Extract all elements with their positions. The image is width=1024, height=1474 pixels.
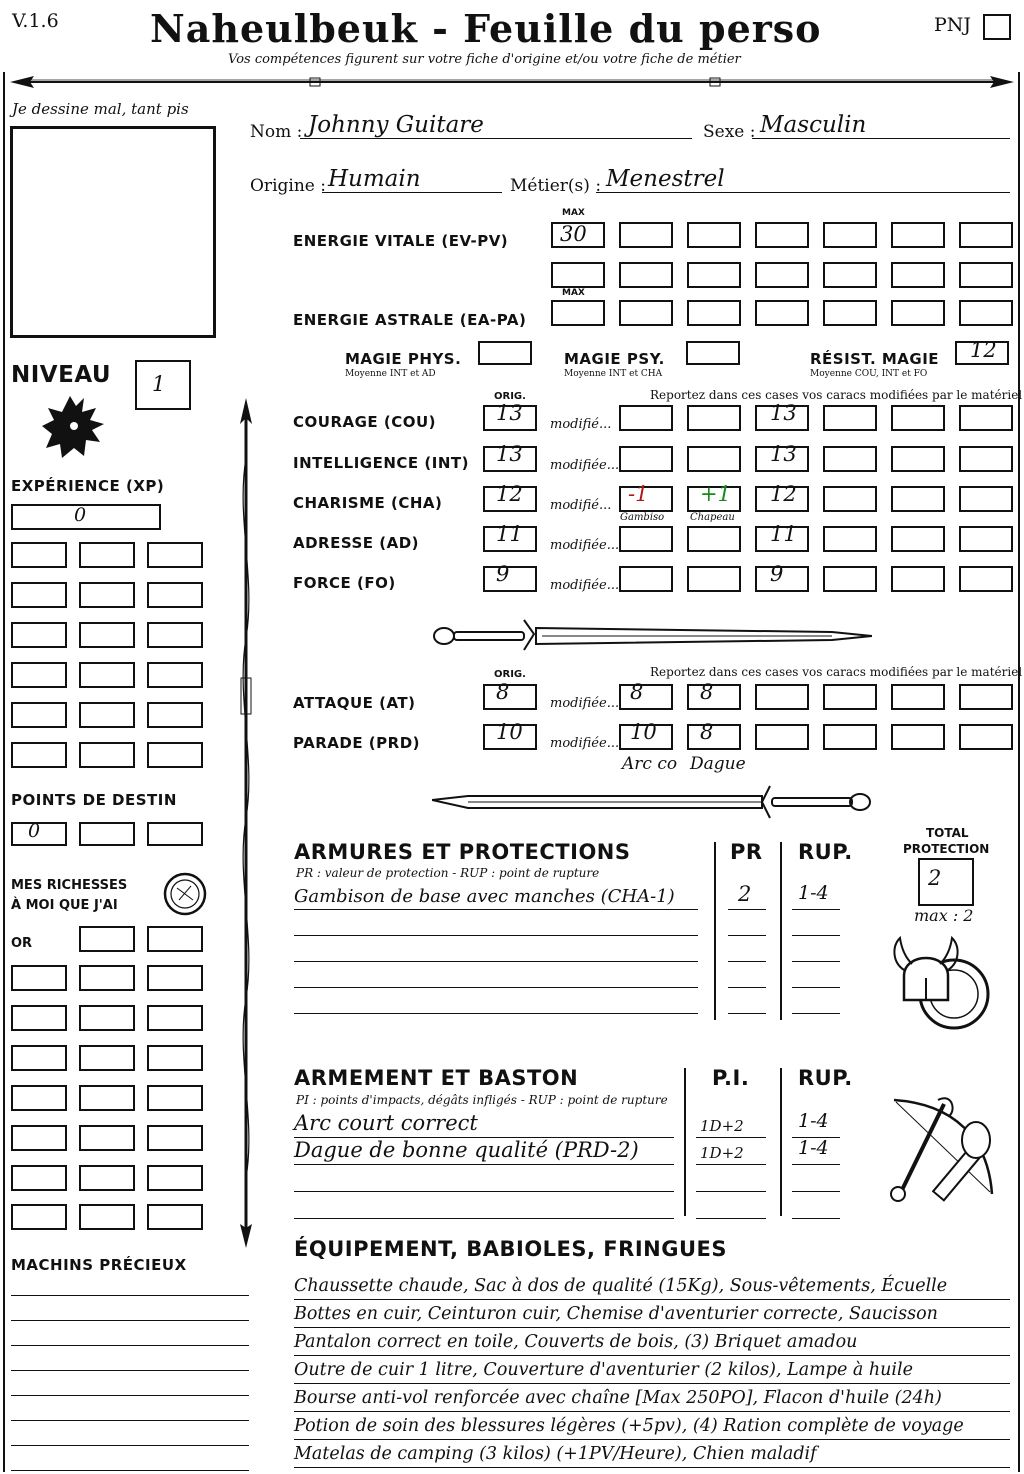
destin-value: 0 — [28, 820, 41, 842]
armor-item-name: Gambison de base avec manches (CHA-1) — [294, 886, 675, 907]
magie-psy-box[interactable] — [686, 341, 740, 365]
armor-separator-2 — [780, 842, 782, 1020]
stat-total-value-0: 13 — [770, 401, 797, 425]
xp-grid-box-3-1[interactable] — [79, 662, 135, 688]
dragon-icon — [40, 392, 106, 462]
richesses-label-2: À MOI QUE J'AI — [11, 898, 118, 913]
weapons-rup-label: RUP. — [798, 1066, 853, 1090]
at-m1-note: Arc co — [622, 754, 678, 774]
stat-total-value-2: 12 — [770, 482, 797, 506]
money-box-3-2[interactable] — [147, 1045, 203, 1071]
weapon-rup-line-3[interactable] — [792, 1192, 840, 1219]
armor-item-pr: 2 — [738, 882, 752, 906]
combat-mod-box-0-5[interactable] — [959, 684, 1013, 710]
armor-line-1[interactable] — [294, 910, 698, 936]
money-box-2-0[interactable] — [11, 1005, 67, 1031]
stat-modifie-4: modifiée... — [550, 578, 620, 593]
ea-box-1[interactable] — [619, 300, 673, 326]
total-label-2: PROTECTION — [903, 842, 990, 856]
xp-grid-box-4-2[interactable] — [147, 702, 203, 728]
ev-label: ENERGIE VITALE (EV-PV) — [293, 232, 509, 250]
total-protection-box[interactable] — [918, 858, 974, 906]
stat-m1-value-2: -1 — [628, 482, 649, 506]
combat-orig-label: ORIG. — [494, 669, 526, 680]
xp-label: EXPÉRIENCE (XP) — [11, 477, 165, 495]
stat-mod-box-4-0[interactable] — [619, 566, 673, 592]
sexe-value: Masculin — [760, 112, 867, 138]
stat-mod-box-2-4[interactable] — [891, 486, 945, 512]
stat-mod-box-3-4[interactable] — [891, 526, 945, 552]
xp-value: 0 — [74, 504, 87, 526]
money-box-6-2[interactable] — [147, 1165, 203, 1191]
ea-box-4[interactable] — [823, 300, 877, 326]
combat-orig-value-0: 8 — [496, 680, 510, 704]
weapons-note: PI : points d'impacts, dégâts infligés - RUP : point de rupture — [296, 1093, 668, 1107]
total-protection-max: max : 2 — [914, 906, 974, 925]
magie-psy-label: MAGIE PSY. — [564, 350, 665, 368]
armor-rup-line-1[interactable] — [792, 910, 840, 936]
xp-grid-box-3-2[interactable] — [147, 662, 203, 688]
stat-modifie-2: modifié... — [550, 498, 612, 513]
weapons-pi-label: P.I. — [712, 1066, 750, 1090]
combat-mod-box-0-3[interactable] — [823, 684, 877, 710]
helmet-shield-icon — [890, 930, 998, 1036]
stat-orig-value-4: 9 — [496, 562, 510, 586]
armor-line-2[interactable] — [294, 936, 698, 962]
ev-box-0-4[interactable] — [823, 222, 877, 248]
stat-mod-box-1-4[interactable] — [891, 446, 945, 472]
total-label-1: TOTAL — [926, 826, 969, 840]
stat-mod-box-3-0[interactable] — [619, 526, 673, 552]
xp-grid-box-0-2[interactable] — [147, 542, 203, 568]
stat-label-1: INTELLIGENCE (INT) — [293, 454, 469, 472]
stat-mod-box-0-3[interactable] — [823, 405, 877, 431]
xp-grid-box-1-1[interactable] — [79, 582, 135, 608]
ev-box-0-3[interactable] — [755, 222, 809, 248]
stat-orig-value-2: 12 — [496, 482, 523, 506]
weapon-line-2[interactable] — [294, 1165, 674, 1192]
ev-box-0-2[interactable] — [687, 222, 741, 248]
combat-modifie-0: modifiée... — [550, 696, 620, 711]
ev-max-label: MAX — [562, 208, 585, 218]
stat-label-3: ADRESSE (AD) — [293, 534, 420, 552]
spear-divider-icon — [10, 74, 1014, 90]
at-m2-note: Dague — [690, 754, 746, 774]
magie-psy-note: Moyenne INT et CHA — [564, 369, 663, 379]
precious-line-2[interactable] — [11, 1322, 249, 1346]
ea-box-6[interactable] — [959, 300, 1013, 326]
ev-max-value: 30 — [560, 222, 587, 246]
combat-mod-box-0-2[interactable] — [755, 684, 809, 710]
money-box-4-2[interactable] — [147, 1085, 203, 1111]
sword-icon-2 — [432, 782, 872, 822]
stat-mod-box-3-3[interactable] — [823, 526, 877, 552]
combat-m1-value-0: 8 — [630, 680, 644, 704]
metier-value: Menestrel — [606, 166, 725, 192]
money-box-5-1[interactable] — [79, 1125, 135, 1151]
precious-line-4[interactable] — [11, 1372, 249, 1396]
origine-label: Origine : — [250, 176, 326, 196]
weapon-item-pi: 1D+2 — [700, 1117, 744, 1135]
money-box-4-0[interactable] — [11, 1085, 67, 1111]
equipment-line[interactable]: Potion de soin des blessures légères (+5pv), (4) Ration complète de voyage — [294, 1414, 1010, 1440]
money-box-1-2[interactable] — [147, 965, 203, 991]
armor-pr-line-1[interactable] — [728, 910, 766, 936]
money-box-7-0[interactable] — [11, 1204, 67, 1230]
stat-modifie-0: modifié... — [550, 417, 612, 432]
coin-icon — [163, 872, 207, 916]
destin-box-2[interactable] — [79, 822, 135, 846]
stat-m1-note-2: Gambiso — [620, 512, 665, 523]
metier-label: Métier(s) : — [510, 176, 602, 196]
stat-mod-box-4-5[interactable] — [959, 566, 1013, 592]
armor-rup-line-4[interactable] — [792, 988, 840, 1014]
stat-mod-box-0-5[interactable] — [959, 405, 1013, 431]
combat-label-1: PARADE (PRD) — [293, 734, 421, 752]
armor-note: PR : valeur de protection - RUP : point de rupture — [296, 866, 600, 880]
stat-m2-note-2: Chapeau — [690, 512, 735, 523]
combat-orig-box-0[interactable] — [483, 684, 537, 710]
stat-mod-box-2-3[interactable] — [823, 486, 877, 512]
money-box-0-2[interactable] — [147, 926, 203, 952]
xp-grid-box-3-0[interactable] — [11, 662, 67, 688]
armor-heading: ARMURES ET PROTECTIONS — [294, 840, 631, 864]
equipment-line[interactable]: Matelas de camping (3 kilos) (+1PV/Heure), Chien maladif — [294, 1442, 1010, 1468]
ev-box-1-1[interactable] — [619, 262, 673, 288]
money-box-3-1[interactable] — [79, 1045, 135, 1071]
resist-magie-note: Moyenne COU, INT et FO — [810, 369, 928, 379]
money-box-7-1[interactable] — [79, 1204, 135, 1230]
stat-orig-value-1: 13 — [496, 442, 523, 466]
armor-pr-line-2[interactable] — [728, 936, 766, 962]
armor-pr-label: PR — [730, 840, 763, 864]
money-box-2-1[interactable] — [79, 1005, 135, 1031]
precious-line-6[interactable] — [11, 1422, 249, 1446]
stat-mod-box-1-1[interactable] — [687, 446, 741, 472]
ev-box-0-6[interactable] — [959, 222, 1013, 248]
weapon-item-rup: 1-4 — [798, 1137, 829, 1159]
money-box-6-1[interactable] — [79, 1165, 135, 1191]
armor-rup-line-3[interactable] — [792, 962, 840, 988]
stat-mod-box-4-4[interactable] — [891, 566, 945, 592]
xp-grid-box-4-0[interactable] — [11, 702, 67, 728]
combat-m2-value-0: 8 — [700, 680, 714, 704]
precious-line-5[interactable] — [11, 1397, 249, 1421]
orig-label: ORIG. — [494, 391, 526, 402]
ev-box-1-2[interactable] — [687, 262, 741, 288]
weapon-line-3[interactable] — [294, 1192, 674, 1219]
richesses-label-1: MES RICHESSES — [11, 878, 128, 893]
armor-pr-line-4[interactable] — [728, 988, 766, 1014]
weapon-item-name: Arc court correct — [294, 1111, 478, 1135]
ea-box-5[interactable] — [891, 300, 945, 326]
stat-mod-box-1-0[interactable] — [619, 446, 673, 472]
pnj-label: PNJ — [934, 14, 972, 36]
precious-line-3[interactable] — [11, 1347, 249, 1371]
money-box-1-0[interactable] — [11, 965, 67, 991]
money-box-7-2[interactable] — [147, 1204, 203, 1230]
combat-mod-box-1-2[interactable] — [755, 724, 809, 750]
combat-orig-value-1: 10 — [496, 720, 523, 744]
equipment-line[interactable]: Bourse anti-vol renforcée avec chaîne [Max 250PO], Flacon d'huile (24h) — [294, 1386, 1010, 1412]
stat-mod-box-4-1[interactable] — [687, 566, 741, 592]
pnj-checkbox[interactable] — [983, 14, 1011, 40]
money-box-2-2[interactable] — [147, 1005, 203, 1031]
stat-mod-box-3-5[interactable] — [959, 526, 1013, 552]
portrait-caption: Je dessine mal, tant pis — [12, 100, 189, 118]
stat-total-value-3: 11 — [770, 522, 797, 546]
page-subtitle: Vos compétences figurent sur votre fiche d'origine et/ou votre fiche de métier — [228, 52, 741, 67]
ev-box-1-4[interactable] — [823, 262, 877, 288]
total-protection-value: 2 — [928, 866, 942, 890]
weapons-crossed-icon — [884, 1094, 1000, 1214]
equipment-line[interactable]: Bottes en cuir, Ceinturon cuir, Chemise d'aventurier correcte, Saucisson — [294, 1302, 1010, 1328]
money-box-0-1[interactable] — [79, 926, 135, 952]
stat-mod-box-0-0[interactable] — [619, 405, 673, 431]
combat-note: Reportez dans ces cases vos caracs modifiées par le matériel — [650, 665, 1023, 679]
money-box-5-2[interactable] — [147, 1125, 203, 1151]
combat-mod-box-0-0[interactable] — [619, 684, 673, 710]
stat-modifie-1: modifiée... — [550, 458, 620, 473]
niveau-value: 1 — [152, 372, 166, 396]
xp-grid-box-1-0[interactable] — [11, 582, 67, 608]
xp-grid-box-2-1[interactable] — [79, 622, 135, 648]
niveau-label: NIVEAU — [11, 362, 112, 388]
resist-magie-value: 12 — [970, 338, 997, 362]
equipment-heading: ÉQUIPEMENT, BABIOLES, FRINGUES — [294, 1237, 727, 1261]
machins-label: MACHINS PRÉCIEUX — [11, 1256, 187, 1274]
weapon-item-rup: 1-4 — [798, 1110, 829, 1132]
sexe-label: Sexe : — [703, 122, 756, 142]
xp-grid-box-5-0[interactable] — [11, 742, 67, 768]
armor-separator-1 — [714, 842, 716, 1020]
equipment-line[interactable]: Pantalon correct en toile, Couverts de bois, (3) Briquet amadou — [294, 1330, 1010, 1356]
armor-line-3[interactable] — [294, 962, 698, 988]
magie-phys-box[interactable] — [478, 341, 532, 365]
stat-orig-box-4[interactable] — [483, 566, 537, 592]
xp-grid-box-5-2[interactable] — [147, 742, 203, 768]
stat-mod-box-3-1[interactable] — [687, 526, 741, 552]
combat-m2-value-1: 8 — [700, 720, 714, 744]
ea-box-3[interactable] — [755, 300, 809, 326]
ev-box-1-3[interactable] — [755, 262, 809, 288]
xp-grid-box-1-2[interactable] — [147, 582, 203, 608]
stat-m2-value-2: +1 — [700, 482, 731, 506]
combat-m1-value-1: 10 — [630, 720, 657, 744]
combat-mod-box-1-3[interactable] — [823, 724, 877, 750]
weapon-item-name: Dague de bonne qualité (PRD-2) — [294, 1138, 639, 1162]
resist-magie-label: RÉSIST. MAGIE — [810, 350, 940, 368]
weapon-pi-line-3[interactable] — [696, 1192, 766, 1219]
weapon-item-pi: 1D+2 — [700, 1144, 744, 1162]
or-label: OR — [11, 936, 33, 951]
weapons-separator-2 — [780, 1068, 782, 1216]
xp-grid-box-4-1[interactable] — [79, 702, 135, 728]
stat-mod-box-0-1[interactable] — [687, 405, 741, 431]
weapons-separator-1 — [684, 1068, 686, 1216]
stat-modifie-3: modifiée... — [550, 538, 620, 553]
xp-grid-box-5-1[interactable] — [79, 742, 135, 768]
ea-box-0[interactable] — [551, 300, 605, 326]
magie-phys-note: Moyenne INT et AD — [345, 369, 436, 379]
weapon-rup-line-2[interactable] — [792, 1165, 840, 1192]
ev-box-0-1[interactable] — [619, 222, 673, 248]
origine-value: Humain — [328, 166, 421, 192]
combat-mod-box-0-1[interactable] — [687, 684, 741, 710]
stat-label-4: FORCE (FO) — [293, 574, 396, 592]
weapon-pi-line-2[interactable] — [696, 1165, 766, 1192]
portrait-frame[interactable] — [10, 126, 216, 338]
stat-mod-box-1-5[interactable] — [959, 446, 1013, 472]
combat-mod-box-0-4[interactable] — [891, 684, 945, 710]
money-box-1-1[interactable] — [79, 965, 135, 991]
xp-grid-box-2-0[interactable] — [11, 622, 67, 648]
combat-mod-box-1-5[interactable] — [959, 724, 1013, 750]
money-box-6-0[interactable] — [11, 1165, 67, 1191]
page-title: Naheulbeuk - Feuille du perso — [150, 6, 822, 51]
combat-modifie-1: modifiée... — [550, 736, 620, 751]
ev-box-0-5[interactable] — [891, 222, 945, 248]
stat-total-value-1: 13 — [770, 442, 797, 466]
sword-icon — [432, 614, 872, 654]
ev-box-1-5[interactable] — [891, 262, 945, 288]
money-box-5-0[interactable] — [11, 1125, 67, 1151]
magie-phys-label: MAGIE PHYS. — [345, 350, 462, 368]
equipment-line[interactable]: Chaussette chaude, Sac à dos de qualité (15Kg), Sous-vêtements, Écuelle — [294, 1274, 1010, 1300]
ev-box-1-0[interactable] — [551, 262, 605, 288]
stat-mod-box-0-4[interactable] — [891, 405, 945, 431]
ev-box-1-6[interactable] — [959, 262, 1013, 288]
destin-label: POINTS DE DESTIN — [11, 791, 177, 809]
weapons-heading: ARMEMENT ET BASTON — [294, 1066, 579, 1090]
nom-value: Johnny Guitare — [308, 112, 484, 138]
stat-mod-box-4-3[interactable] — [823, 566, 877, 592]
nom-label: Nom : — [250, 122, 303, 142]
money-box-3-0[interactable] — [11, 1045, 67, 1071]
stat-label-0: COURAGE (COU) — [293, 413, 437, 431]
armor-line-4[interactable] — [294, 988, 698, 1014]
stat-mod-box-2-5[interactable] — [959, 486, 1013, 512]
xp-grid-box-2-2[interactable] — [147, 622, 203, 648]
money-box-4-1[interactable] — [79, 1085, 135, 1111]
vertical-spear-icon — [230, 398, 262, 1248]
stat-total-value-4: 9 — [770, 562, 784, 586]
destin-box-3[interactable] — [147, 822, 203, 846]
precious-line-0[interactable] — [11, 1272, 249, 1296]
armor-pr-line-3[interactable] — [728, 962, 766, 988]
combat-mod-box-1-1[interactable] — [687, 724, 741, 750]
stat-mod-box-1-3[interactable] — [823, 446, 877, 472]
combat-label-0: ATTAQUE (AT) — [293, 694, 416, 712]
ea-max-label: MAX — [562, 288, 585, 298]
ea-label: ENERGIE ASTRALE (EA-PA) — [293, 311, 527, 329]
xp-grid-box-0-0[interactable] — [11, 542, 67, 568]
ea-box-2[interactable] — [687, 300, 741, 326]
version: V.1.6 — [12, 10, 59, 32]
armor-item-rup: 1-4 — [798, 882, 829, 904]
stat-orig-value-0: 13 — [496, 401, 523, 425]
combat-mod-box-1-4[interactable] — [891, 724, 945, 750]
stat-orig-value-3: 11 — [496, 522, 523, 546]
equipment-line[interactable]: Outre de cuir 1 litre, Couverture d'aventurier (2 kilos), Lampe à huile — [294, 1358, 1010, 1384]
stat-label-2: CHARISME (CHA) — [293, 494, 443, 512]
armor-rup-line-2[interactable] — [792, 936, 840, 962]
stats-note: Reportez dans ces cases vos caracs modifiées par le matériel — [650, 388, 1023, 402]
xp-grid-box-0-1[interactable] — [79, 542, 135, 568]
armor-rup-label: RUP. — [798, 840, 853, 864]
precious-line-1[interactable] — [11, 1297, 249, 1321]
precious-line-7[interactable] — [11, 1447, 249, 1471]
